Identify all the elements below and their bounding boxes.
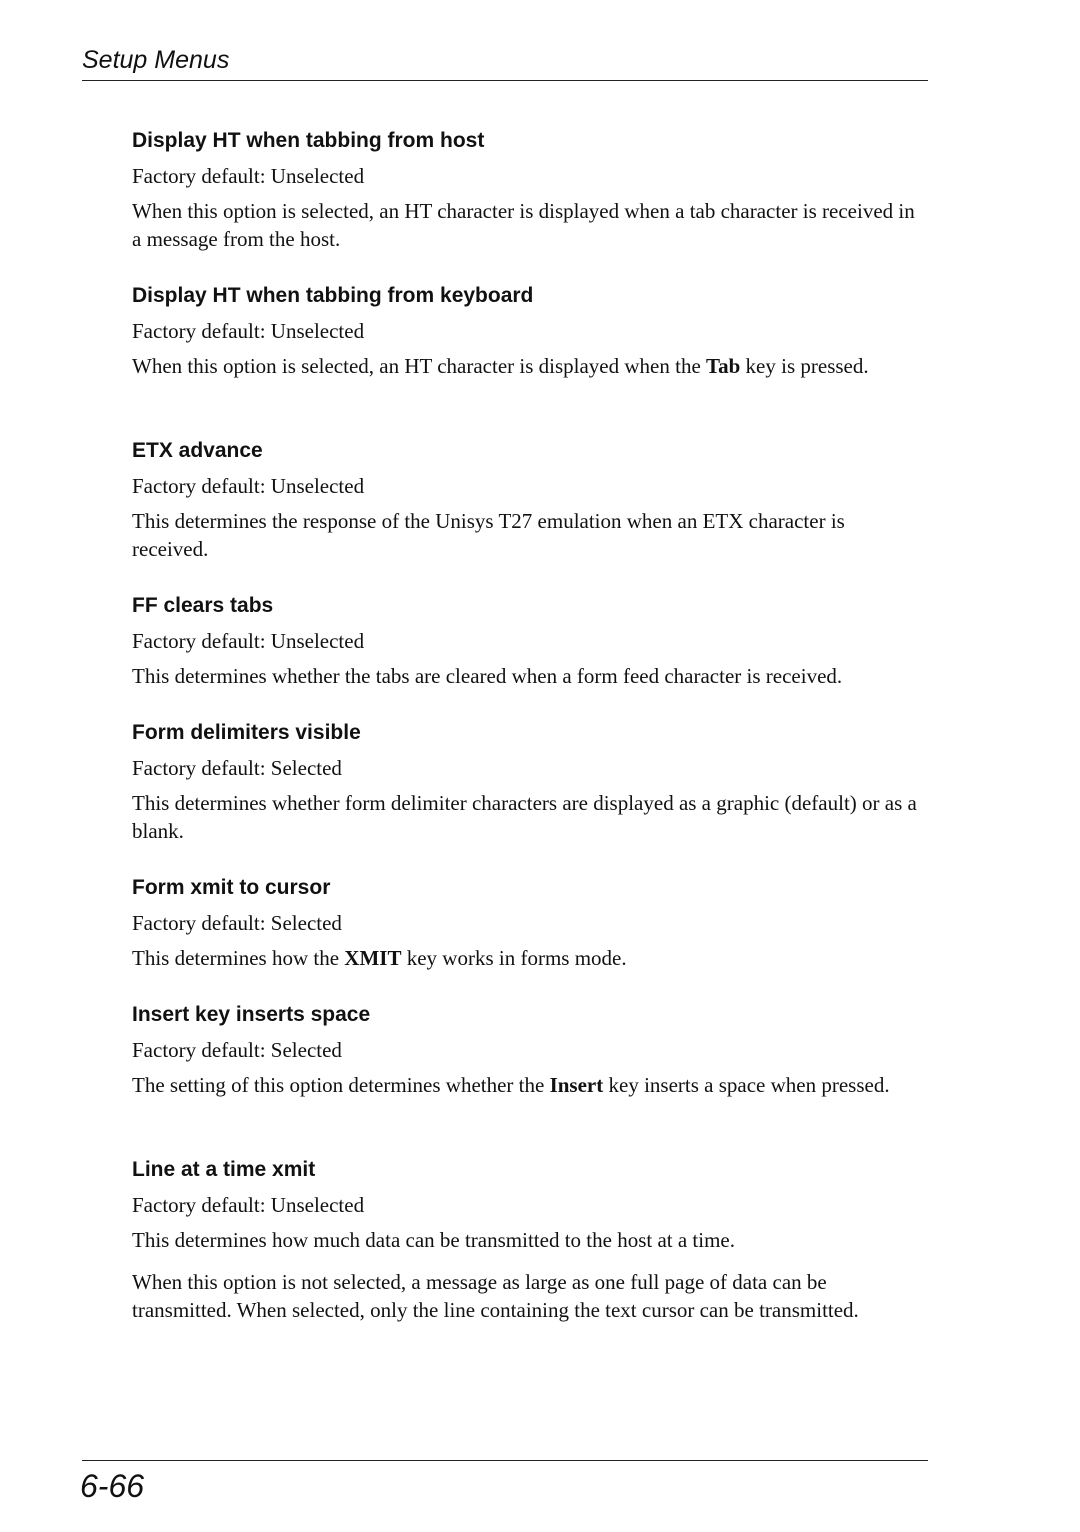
factory-default-text: Factory default: Unselected [132,1193,365,1217]
description-text: When this option is selected, an HT character is displayed when a tab character is received in a message from the host. [132,199,915,251]
description-text: This determines whether form delimiter characters are displayed as a graphic (default) or as a blank. [132,791,917,843]
factory-default-text: Factory default: Unselected [132,474,365,498]
section-heading: Insert key inserts space [132,1003,371,1026]
section-insert-key-inserts-space [132,1002,922,1099]
section-heading: ETX advance [132,439,263,462]
section-form-xmit-to-cursor [132,875,922,972]
description-text: This determines whether the tabs are cleared when a form feed character is received. [132,664,843,688]
section-heading: Line at a time xmit [132,1158,316,1181]
description-text: When this option is selected, an HT character is displayed when the [132,354,707,378]
description-text: When this option is not selected, a message as large as one full page of data can be transmitted. When selected, only the line containing the text cursor can be transmitted. [132,1270,859,1322]
section-heading: Display HT when tabbing from keyboard [132,284,534,307]
factory-default-text: Factory default: Selected [132,1038,342,1062]
section-display-ht-when-tabbing-from-keyboard [132,283,922,380]
description-paragraph [132,1071,922,1099]
factory-default-text: Factory default: Unselected [132,164,365,188]
section-ff-clears-tabs [132,593,922,690]
description-text: key works in forms mode. [401,946,627,970]
section-form-delimiters-visible [132,720,922,845]
section-heading: FF clears tabs [132,594,274,617]
description-paragraph [132,1268,922,1324]
section-display-ht-when-tabbing-from-host [132,128,922,253]
description-paragraph [132,352,922,380]
description-paragraph [132,662,922,690]
section-heading: Form xmit to cursor [132,876,331,899]
description-text: This determines how the [132,946,345,970]
header-rule [82,80,928,81]
description-paragraph [132,197,922,253]
section-heading: Display HT when tabbing from host [132,129,485,152]
running-header-title: Setup Menus [82,46,230,74]
description-text: This determines the response of the Unisys T27 emulation when an ETX character is received. [132,509,845,561]
factory-default-text: Factory default: Unselected [132,319,365,343]
description-text: This determines how much data can be transmitted to the host at a time. [132,1228,736,1252]
description-paragraph [132,1226,922,1254]
section-heading: Form delimiters visible [132,721,361,744]
key-name: Tab [706,354,741,378]
description-paragraph [132,507,922,563]
description-text: The setting of this option determines whether the [132,1073,550,1097]
section-etx-advance [132,438,922,563]
section-line-at-a-time-xmit [132,1157,922,1324]
description-paragraph [132,789,922,845]
page-number: 6-66 [80,1468,145,1504]
description-text: key is pressed. [740,354,869,378]
factory-default-text: Factory default: Selected [132,911,342,935]
factory-default-text: Factory default: Unselected [132,629,365,653]
factory-default-text: Factory default: Selected [132,756,342,780]
key-name: Insert [549,1073,604,1097]
key-name: XMIT [344,946,402,970]
description-paragraph [132,944,922,972]
footer-rule [82,1460,928,1461]
description-text: key inserts a space when pressed. [603,1073,890,1097]
